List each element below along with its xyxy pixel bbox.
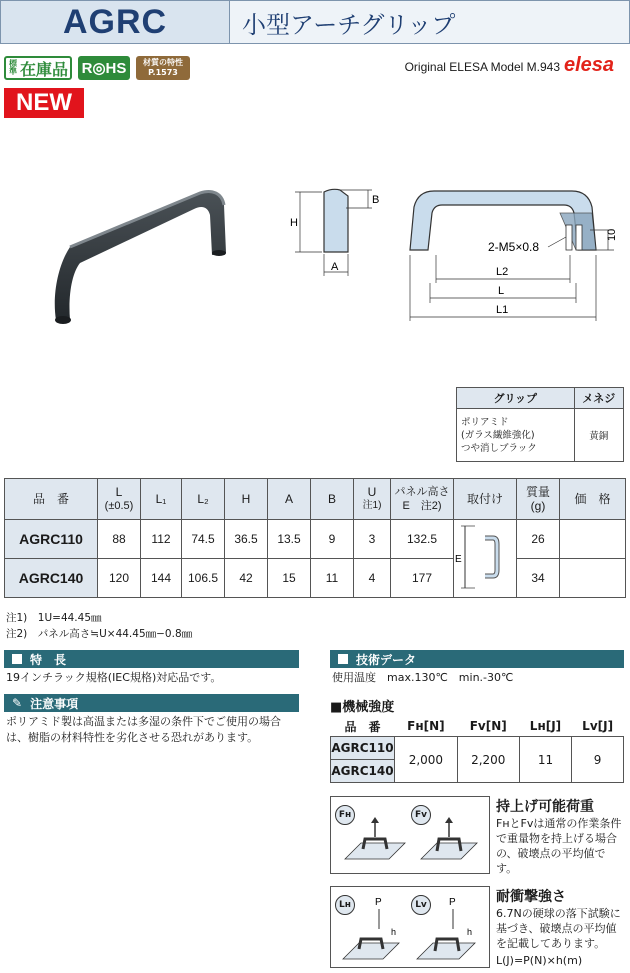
col-u — [354, 479, 391, 520]
row-l1: 112 — [141, 520, 182, 559]
product-photo — [40, 185, 240, 335]
mech-fv: 2,200 — [457, 737, 519, 783]
mech-table — [330, 716, 624, 783]
material-table — [456, 387, 624, 462]
material-grip-line: つや消しブラック — [461, 442, 537, 454]
tech-title: 技術データ — [356, 652, 417, 667]
col-panel-e: E 注2) — [402, 500, 442, 512]
mech-col-lh: Lн[J] — [519, 716, 572, 737]
mech-code: AGRC140 — [331, 760, 395, 783]
square-icon — [338, 654, 348, 664]
impact-diagram — [339, 893, 487, 965]
row-e: 132.5 — [391, 520, 454, 559]
impact-p-label-2: P — [449, 897, 456, 908]
mount-grip-shape — [485, 538, 497, 576]
impact-formula: L(J)=P(N)×h(m) — [496, 954, 583, 967]
caution-title: 注意事項 — [30, 696, 79, 711]
thread-label: 2-M5×0.8 — [488, 240, 540, 254]
material-header-grip: グリップ — [457, 388, 575, 409]
impact-p-label: P — [375, 897, 382, 908]
row-code: AGRC140 — [5, 559, 98, 598]
mech-lh: 11 — [519, 737, 572, 783]
col-mount: 取付け — [454, 479, 517, 520]
dim-b-label: B — [372, 194, 380, 206]
lift-diagram — [341, 815, 481, 871]
col-mass-unit: (g) — [530, 499, 546, 513]
mount-e-label: E — [455, 554, 462, 565]
dim-l-label: L — [498, 285, 505, 297]
col-price: 価 格 — [560, 479, 626, 520]
stock-badge — [4, 56, 72, 80]
material-grip-line: (ガラス繊維強化) — [461, 429, 535, 441]
col-mass — [517, 479, 560, 520]
impact-h-label: h — [391, 927, 397, 937]
dim-a-label: A — [331, 261, 339, 273]
row-a: 13.5 — [268, 520, 311, 559]
col-mass-label: 質量 — [525, 485, 550, 499]
row-h: 36.5 — [225, 520, 268, 559]
row-code: AGRC110 — [5, 520, 98, 559]
dim-h-label: H — [290, 217, 298, 229]
caution-bar — [4, 694, 299, 712]
material-grip-cell — [457, 409, 575, 462]
mount-diagram — [455, 522, 515, 592]
front-view-drawing — [400, 185, 625, 325]
row-l2: 106.5 — [182, 559, 225, 598]
mech-col-fh: Fн[N] — [395, 716, 458, 737]
impact-h-label-2: h — [467, 927, 473, 937]
mount-diagram-cell — [454, 520, 517, 598]
col-u-note: 注1) — [362, 500, 382, 511]
row-u: 3 — [354, 520, 391, 559]
row-a: 15 — [268, 559, 311, 598]
col-b: B — [311, 479, 354, 520]
material-grip-line: ポリアミド — [461, 416, 509, 428]
dim-10-label: 10 — [606, 228, 618, 241]
dim-l2-label: L2 — [496, 266, 509, 278]
col-l-label: L — [115, 485, 123, 499]
lv-icon: Lv — [411, 895, 431, 915]
row-u: 4 — [354, 559, 391, 598]
rohs-badge: R◎HS — [78, 56, 130, 80]
elesa-logo: elesa — [564, 54, 615, 76]
product-code-title: AGRC — [0, 0, 230, 44]
stock-badge-big: 在庫品 — [19, 59, 68, 79]
fv-icon: Fv — [411, 805, 431, 825]
col-l-tol: (±0.5) — [104, 500, 134, 512]
mech-col-lv: Lv[J] — [572, 716, 624, 737]
impact-text: 6.7Nの硬球の落下試験に基づき、破壊点の平均値を記載してあります。 — [496, 907, 621, 950]
row-price — [560, 559, 626, 598]
col-panel-label: パネル高さ — [394, 486, 450, 498]
new-badge: NEW — [4, 88, 84, 118]
material-header-insert: メネジ — [574, 388, 623, 409]
dim-l1-label: L1 — [496, 304, 509, 316]
features-bar — [4, 650, 299, 668]
lh-icon: Lн — [335, 895, 355, 915]
lift-diagram-panel — [330, 796, 490, 874]
material-badge-line1: 材質の特性 — [143, 58, 183, 67]
row-price — [560, 520, 626, 559]
stock-badge-small: 標準 — [8, 59, 17, 76]
row-mass: 34 — [517, 559, 560, 598]
spec-table — [4, 478, 626, 598]
mech-code: AGRC110 — [331, 737, 395, 760]
lift-title: 持上げ可能荷重 — [496, 799, 594, 815]
side-view-shape — [324, 189, 348, 252]
row-l: 88 — [98, 520, 141, 559]
side-view-drawing — [280, 180, 390, 280]
fh-icon: Fн — [335, 805, 355, 825]
col-l2: L₂ — [182, 479, 225, 520]
note-1: 注1) 1U=44.45㎜ — [6, 612, 102, 624]
mech-col-code: 品 番 — [331, 716, 395, 737]
row-h: 42 — [225, 559, 268, 598]
note-2: 注2) パネル高さ≒U×44.45㎜−0.8㎜ — [6, 628, 193, 640]
col-h: H — [225, 479, 268, 520]
mech-title: ■機械強度 — [330, 700, 395, 715]
lift-text: FнとFvは通常の作業条件で重量物を持上げる場合の、破壊点の平均値です。 — [496, 817, 622, 875]
product-name-title: 小型アーチグリップ — [230, 0, 630, 44]
table-row — [5, 520, 626, 559]
grip-body-shape — [55, 192, 226, 321]
col-u-label: U — [367, 485, 377, 499]
row-e: 177 — [391, 559, 454, 598]
tech-bar — [330, 650, 624, 668]
pencil-icon: ✎ — [12, 696, 23, 710]
col-code: 品 番 — [5, 479, 98, 520]
material-badge-line2: P.1573 — [148, 68, 178, 77]
row-l2: 74.5 — [182, 520, 225, 559]
features-text: 19インチラック規格(IEC規格)対応品です。 — [6, 671, 222, 684]
tech-temp: 使用温度 max.130℃ min.-30℃ — [332, 671, 514, 684]
row-l1: 144 — [141, 559, 182, 598]
caution-text: ポリアミド製は高温または多湿の条件下でご使用の場合は、樹脂の材料特性を劣化させる恐れがあります。 — [6, 715, 281, 744]
row-l: 120 — [98, 559, 141, 598]
col-a: A — [268, 479, 311, 520]
features-title: 特 長 — [30, 652, 67, 667]
original-model-text: Original ELESA Model M.943 — [404, 60, 560, 74]
mech-fh: 2,000 — [395, 737, 458, 783]
grip-foot-right — [212, 250, 226, 256]
grip-foot-left — [55, 316, 71, 324]
mech-col-fv: Fv[N] — [457, 716, 519, 737]
row-mass: 26 — [517, 520, 560, 559]
col-l — [98, 479, 141, 520]
table-row — [5, 559, 626, 598]
table-row — [331, 737, 624, 760]
mech-lv: 9 — [572, 737, 624, 783]
material-insert-cell: 黄銅 — [574, 409, 623, 462]
square-icon — [12, 654, 22, 664]
col-panel — [391, 479, 454, 520]
material-badge — [136, 56, 190, 80]
row-b: 11 — [311, 559, 354, 598]
impact-diagram-panel — [330, 886, 490, 968]
col-l1: L₁ — [141, 479, 182, 520]
impact-title: 耐衝撃強さ — [496, 889, 566, 905]
row-b: 9 — [311, 520, 354, 559]
